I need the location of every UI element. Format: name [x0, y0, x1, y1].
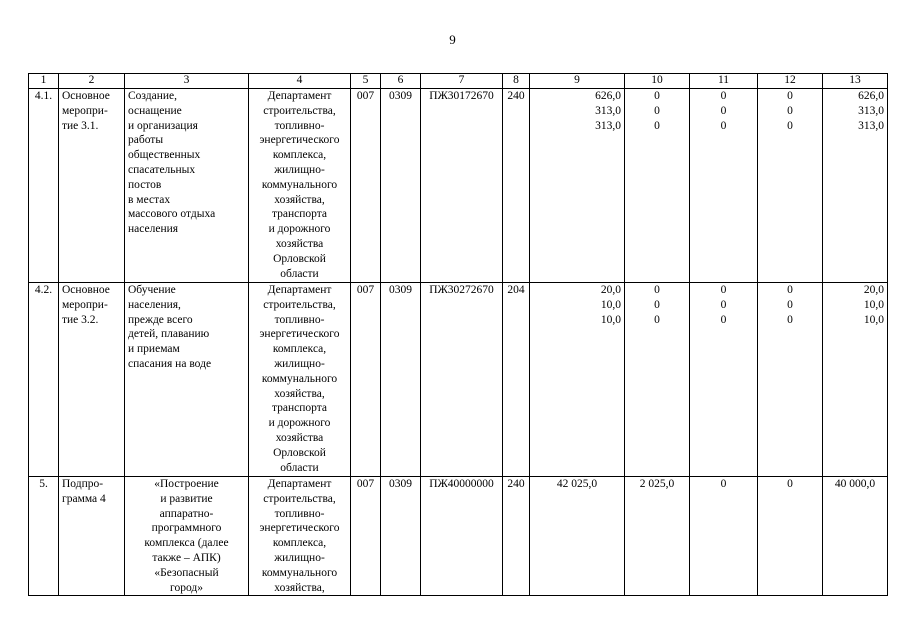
executor-line: Департамент	[267, 478, 332, 490]
amount-value: 0	[720, 90, 727, 102]
amount-value: 626,0	[858, 90, 884, 102]
activity-type-line: грамма 4	[62, 492, 106, 505]
row-number: 4.1.	[29, 89, 59, 283]
grbs-code: 007	[351, 477, 381, 596]
amount-cell-9	[530, 89, 625, 283]
grbs-code: 007	[351, 283, 381, 477]
activity-title-line: программного	[151, 522, 222, 535]
activity-title-line: работы	[128, 134, 164, 147]
activity-type-cell	[59, 283, 125, 477]
activity-type-cell	[59, 477, 125, 596]
budget-table	[28, 73, 888, 596]
executor-line: жилищно-	[274, 357, 325, 370]
amount-value: 313,0	[595, 119, 621, 132]
executor-line: комплекса,	[272, 343, 327, 356]
amount-value: 0	[787, 284, 793, 296]
amount-cell-13	[823, 283, 888, 477]
activity-title-line: и приемам	[128, 343, 180, 356]
executor-line: строительства,	[263, 492, 336, 505]
amount-value: 0	[720, 284, 727, 296]
executor-line: комплекса,	[272, 149, 327, 162]
activity-type-line: Основное	[62, 90, 110, 102]
executor-line: топливно-	[274, 313, 325, 326]
activity-title-line: постов	[128, 178, 162, 191]
executor-line: и дорожного	[268, 417, 331, 430]
column-header: 1	[29, 74, 59, 89]
amount-cell-10	[625, 477, 690, 596]
executor-line: энергетического	[259, 522, 340, 535]
table-row	[29, 283, 888, 477]
executor-line: Департамент	[267, 284, 332, 296]
activity-title-line: аппаратно-	[159, 507, 214, 520]
executor-line: топливно-	[274, 119, 325, 132]
executor-line: области	[280, 267, 319, 280]
activity-title-line: «Безопасный	[154, 566, 219, 579]
activity-title-line: массового отдыха	[128, 208, 216, 221]
amount-cell-12	[758, 477, 823, 596]
executor-line: транспорта	[271, 402, 328, 415]
activity-title-line: прежде всего	[128, 313, 193, 326]
amount-value: 10,0	[600, 313, 621, 326]
amount-cell-10	[625, 89, 690, 283]
expense-type-code: 240	[503, 477, 530, 596]
row-number: 4.2.	[29, 283, 59, 477]
amount-value: 0	[720, 104, 727, 117]
amount-value: 20,0	[600, 284, 621, 296]
amount-value: 0	[720, 478, 727, 490]
table-row	[29, 477, 888, 596]
amount-cell-9	[530, 283, 625, 477]
column-header: 10	[625, 74, 690, 89]
executor-line: хозяйства,	[274, 581, 325, 594]
activity-title-line: населения	[128, 223, 179, 236]
column-header: 3	[125, 74, 249, 89]
activity-title-line: город»	[170, 581, 203, 594]
activity-title-line: детей, плаванию	[128, 328, 210, 341]
executor-line: Департамент	[267, 90, 332, 102]
activity-title-line: в местах	[128, 193, 171, 206]
amount-value: 0	[654, 298, 660, 311]
activity-type-line: тие 3.2.	[62, 313, 99, 326]
target-article-code: ПЖ30172670	[421, 89, 503, 283]
amount-value: 0	[787, 90, 793, 102]
executor-line: энергетического	[259, 328, 340, 341]
executor-line: транспорта	[271, 208, 328, 221]
activity-type-line: Основное	[62, 284, 110, 296]
activity-title-line: Создание,	[128, 90, 177, 102]
amount-value: 0	[787, 104, 793, 117]
amount-value: 313,0	[595, 104, 621, 117]
column-header: 9	[530, 74, 625, 89]
executor-line: области	[280, 461, 319, 474]
executor-line: строительства,	[263, 104, 336, 117]
executor-cell	[249, 283, 351, 477]
activity-title-line: спасательных	[128, 163, 196, 176]
activity-title-line: также – АПК)	[152, 551, 221, 564]
executor-cell	[249, 89, 351, 283]
executor-line: Орловской	[273, 446, 326, 459]
amount-cell-12	[758, 89, 823, 283]
amount-cell-12	[758, 283, 823, 477]
section-code: 0309	[381, 477, 421, 596]
executor-line: жилищно-	[274, 551, 325, 564]
amount-value: 626,0	[595, 90, 621, 102]
table-row	[29, 89, 888, 283]
amount-value: 10,0	[863, 298, 884, 311]
activity-type-line: тие 3.1.	[62, 119, 99, 132]
activity-type-line: меропри-	[62, 298, 108, 311]
amount-cell-11	[690, 477, 758, 596]
executor-line: и дорожного	[268, 223, 331, 236]
executor-cell	[249, 477, 351, 596]
amount-value: 0	[787, 478, 793, 490]
activity-type-line: Подпро-	[62, 478, 104, 490]
column-header: 2	[59, 74, 125, 89]
amount-value: 0	[720, 298, 727, 311]
activity-title-line: спасания на воде	[128, 357, 212, 370]
executor-line: хозяйства,	[274, 193, 325, 206]
amount-value: 0	[720, 119, 727, 132]
section-code: 0309	[381, 283, 421, 477]
amount-value: 10,0	[600, 298, 621, 311]
row-number: 5.	[29, 477, 59, 596]
activity-title-line: комплекса (далее	[144, 537, 229, 550]
target-article-code: ПЖ40000000	[421, 477, 503, 596]
amount-value: 10,0	[863, 313, 884, 326]
column-header: 13	[823, 74, 888, 89]
column-header: 6	[381, 74, 421, 89]
executor-line: хозяйства,	[274, 387, 325, 400]
activity-title-line: «Построение	[154, 478, 219, 490]
executor-line: строительства,	[263, 298, 336, 311]
activity-title-line: оснащение	[128, 104, 182, 117]
activity-title-line: и развитие	[160, 492, 213, 505]
column-header: 12	[758, 74, 823, 89]
amount-cell-11	[690, 283, 758, 477]
column-header: 11	[690, 74, 758, 89]
executor-line: коммунального	[261, 566, 338, 579]
amount-cell-13	[823, 477, 888, 596]
amount-value: 313,0	[858, 104, 884, 117]
column-header: 5	[351, 74, 381, 89]
amount-cell-10	[625, 283, 690, 477]
expense-type-code: 240	[503, 89, 530, 283]
activity-type-line: меропри-	[62, 104, 108, 117]
header-row	[29, 74, 888, 89]
activity-title-line: населения,	[128, 298, 181, 311]
amount-value: 0	[787, 298, 793, 311]
executor-line: комплекса,	[272, 537, 327, 550]
activity-title-cell	[125, 477, 249, 596]
expense-type-code: 204	[503, 283, 530, 477]
target-article-code: ПЖ30272670	[421, 283, 503, 477]
executor-line: энергетического	[259, 134, 340, 147]
activity-title-line: Обучение	[128, 284, 176, 296]
section-code: 0309	[381, 89, 421, 283]
amount-value: 0	[654, 313, 660, 326]
amount-cell-9	[530, 477, 625, 596]
activity-title-line: и организация	[128, 119, 198, 132]
executor-line: коммунального	[261, 372, 338, 385]
executor-line: коммунального	[261, 178, 338, 191]
executor-line: жилищно-	[274, 163, 325, 176]
executor-line: хозяйства	[275, 237, 324, 250]
executor-line: топливно-	[274, 507, 325, 520]
amount-value: 0	[654, 119, 660, 132]
executor-line: Орловской	[273, 252, 326, 265]
activity-title-line: общественных	[128, 149, 201, 162]
activity-type-cell	[59, 89, 125, 283]
activity-title-cell	[125, 89, 249, 283]
amount-value: 0	[787, 119, 793, 132]
amount-value: 0	[654, 104, 660, 117]
amount-value: 0	[720, 313, 727, 326]
amount-cell-11	[690, 89, 758, 283]
amount-value: 0	[654, 284, 660, 296]
activity-title-cell	[125, 283, 249, 477]
amount-value: 42 025,0	[556, 478, 598, 490]
column-header: 8	[503, 74, 530, 89]
grbs-code: 007	[351, 89, 381, 283]
column-header: 4	[249, 74, 351, 89]
amount-value: 0	[787, 313, 793, 326]
executor-line: хозяйства	[275, 431, 324, 444]
amount-value: 2 025,0	[639, 478, 675, 490]
amount-cell-13	[823, 89, 888, 283]
amount-value: 20,0	[863, 284, 884, 296]
page-number: 9	[449, 32, 456, 47]
amount-value: 313,0	[858, 119, 884, 132]
amount-value: 40 000,0	[834, 478, 876, 490]
column-header: 7	[421, 74, 503, 89]
amount-value: 0	[654, 90, 660, 102]
